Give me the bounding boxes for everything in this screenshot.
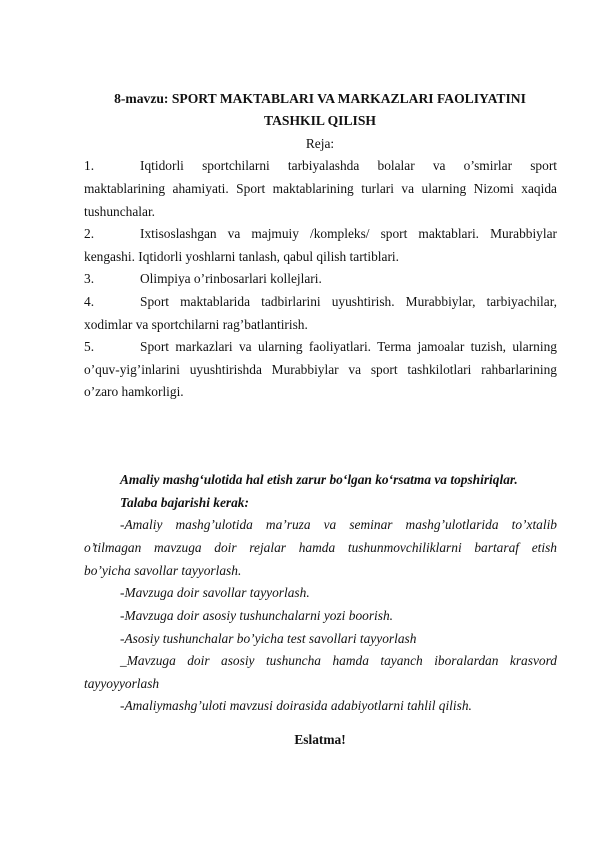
task-3: -Mavzuga doir asosiy tushunchalarni yozi boorish. (120, 608, 394, 623)
plan-item-2-first-line (84, 223, 557, 246)
task-2: -Mavzuga doir savollar tayyorlash. (120, 585, 310, 600)
student-task-heading: Talaba bajarishi kerak: (120, 495, 249, 510)
plan-item-3-first-line (84, 268, 557, 291)
task-6: -Amaliymashg’uloti mavzusi doirasida adabiyotlarni tahlil qilish. (120, 698, 472, 713)
plan-item-5-text: Sport markazlari va ularning faoliyatlari. Terma jamoalar tuzish, ularning (140, 339, 557, 354)
plan-heading: Reja: (305, 136, 335, 151)
plan-item-3-number: 3. (84, 271, 95, 286)
plan-item-4-first-line (84, 291, 557, 314)
task-1-line-1: -Amaliy mashg’ulotida ma’ruza va seminar mashg’ulotlarida to’xtalib (120, 517, 557, 532)
task-5-line-1: _Mavzuga doir asosiy tushuncha hamda tayanch iboralardan krasvord (120, 653, 557, 668)
note-heading: Eslatma! (294, 732, 346, 747)
plan-item-4-text: Sport maktablarida tadbirlarini uyushtirish. Murabbiylar, tarbiyachilar, (140, 294, 557, 309)
document-title-line-1: 8-mavzu: SPORT MAKTABLARI VA MARKAZLARI FAOLIYATINI (114, 91, 526, 106)
plan-item-1-number: 1. (84, 158, 95, 173)
assignments-heading: Amaliy mashg‘ulotida hal etish zarur bo‘lgan ko‘rsatma va topshiriqlar. (120, 472, 518, 487)
plan-item-1-line-3: tushunchalar. (84, 204, 156, 219)
plan-item-5-line-2: o’quv-yig’inlarini uyushtirishda Murabbiylar va sport tashkilotlari rahbarlarining (84, 362, 557, 377)
plan-item-2-text: Ixtisoslashgan va majmuiy /kompleks/ sport maktablari. Murabbiylar (140, 226, 557, 241)
plan-item-5-line-3: o’zaro hamkorligi. (84, 384, 184, 399)
task-1-line-2: o’tilmagan mavzuga doir rejalar hamda tushunmovchiliklarni bartaraf etish (84, 540, 557, 555)
plan-item-4-line-2: xodimlar va sportchilarni rag’batlantirish. (84, 317, 308, 332)
task-1-line-3: bo’yicha savollar tayyorlash. (84, 563, 242, 578)
task-5-line-2: tayyoyyorlash (84, 676, 160, 691)
task-4: -Asosiy tushunchalar bo’yicha test savollari tayyorlash (120, 631, 417, 646)
document-title-line-2: TASHKIL QILISH (264, 113, 376, 128)
plan-item-2-number: 2. (84, 226, 95, 241)
plan-item-3-text: Olimpiya o’rinbosarlari kollejlari. (140, 271, 322, 286)
plan-item-2-line-2: kengashi. Iqtidorli yoshlarni tanlash, qabul qilish tartiblari. (84, 249, 399, 264)
plan-item-1-line-2: maktablarining ahamiyati. Sport maktablarining turlari va ularning Nizomi xaqida (84, 181, 557, 196)
plan-item-4-number: 4. (84, 294, 95, 309)
plan-item-5-number: 5. (84, 339, 95, 354)
plan-item-5-first-line (84, 336, 557, 359)
plan-item-1-first-line (84, 155, 557, 178)
plan-item-1-text: Iqtidorli sportchilarni tarbiyalashda bolalar va o’smirlar sport (140, 158, 557, 173)
